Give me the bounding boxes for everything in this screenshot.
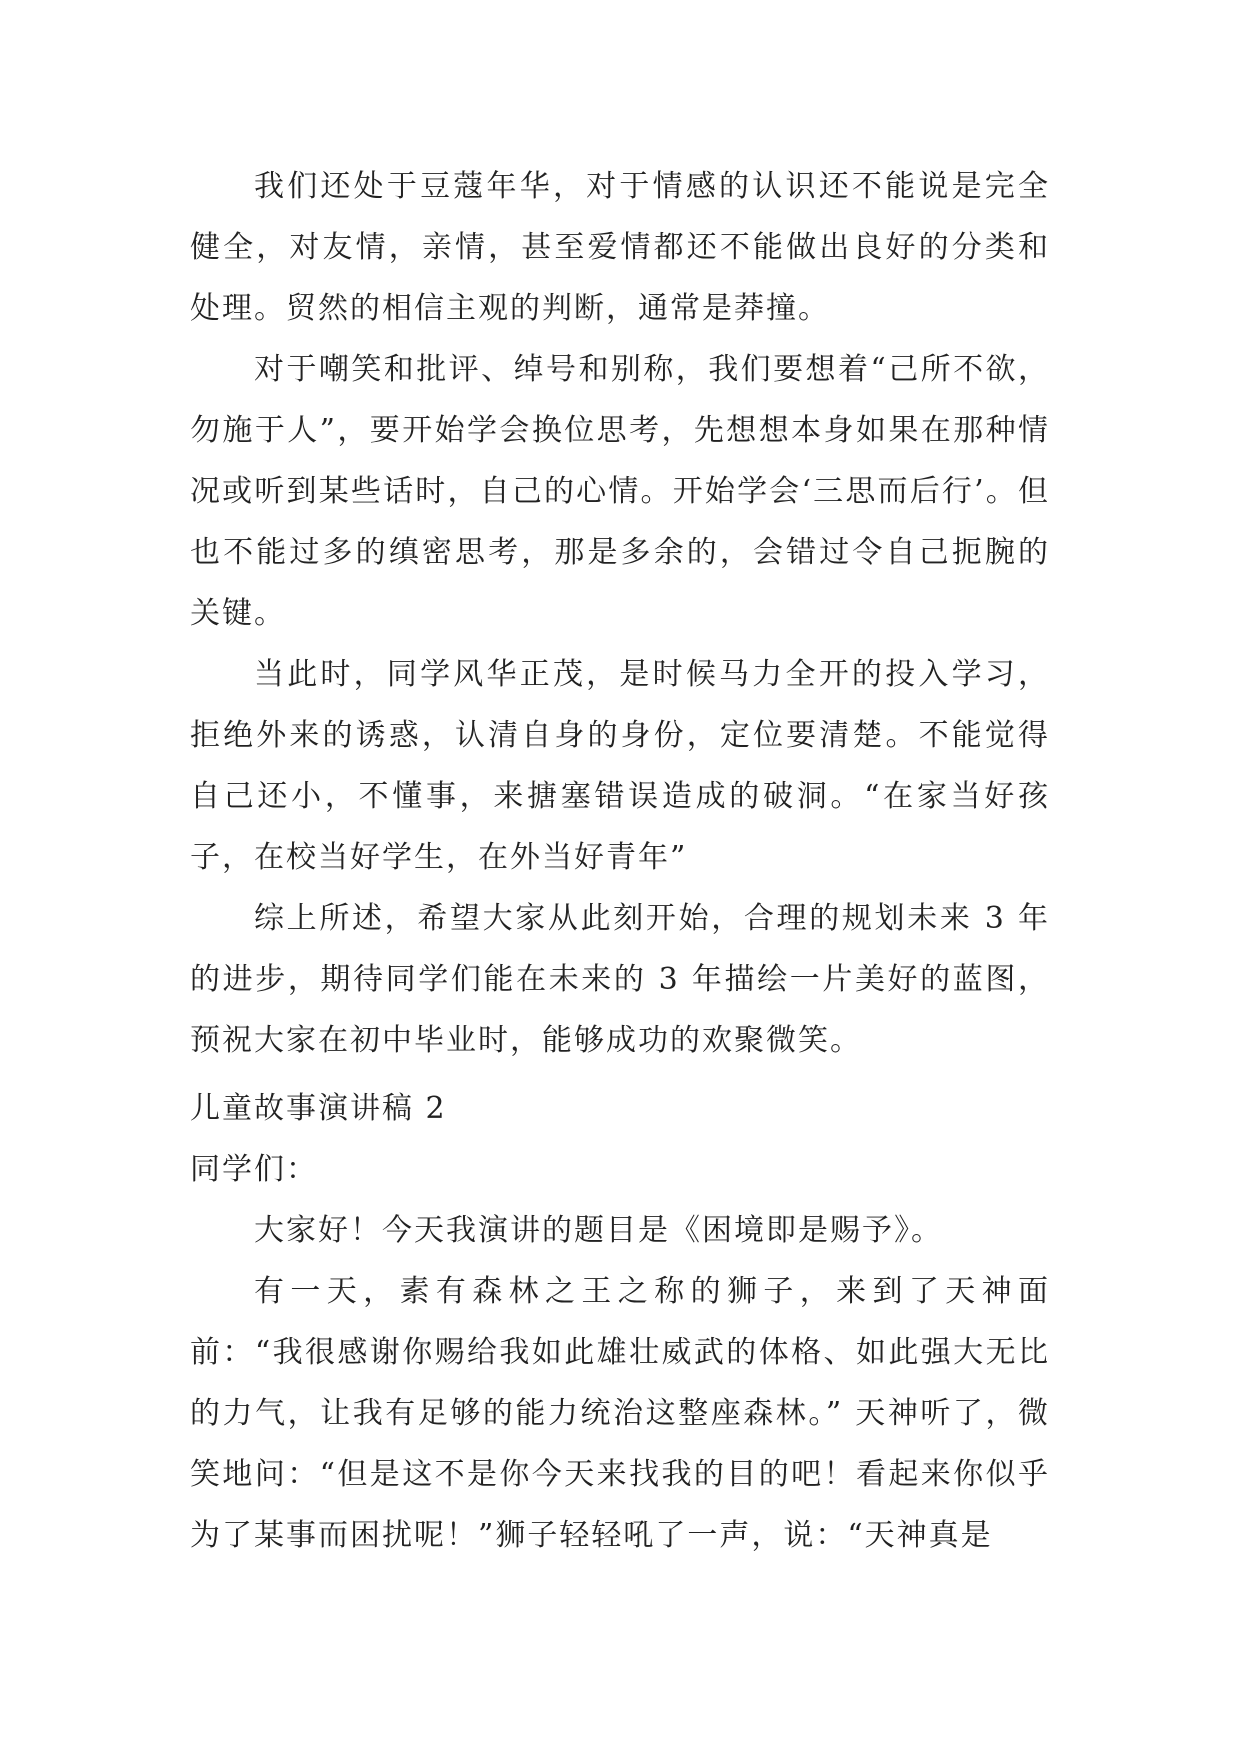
paragraph-1: 我们还处于豆蔻年华，对于情感的认识还不能说是完全健全，对友情，亲情，甚至爱情都还不能做出良好的分类和处理。贸然的相信主观的判断，通常是莽撞。 (190, 169, 1050, 326)
section-2-body (190, 1078, 1050, 1566)
paragraph-4: 综上所述，希望大家从此刻开始，合理的规划未来 3 年的进步，期待同学们能在未来的 3 年描绘一片美好的蓝图，预祝大家在初中毕业时，能够成功的欢聚微笑。 (190, 901, 1050, 1058)
salutation: 同学们： (190, 1152, 318, 1187)
paragraph-5: 大家好！今天我演讲的题目是《困境即是赐予》。 (254, 1213, 943, 1248)
paragraph-2: 对于嘲笑和批评、绰号和别称，我们要想着“己所不欲，勿施于人”，要开始学会换位思考，先想想本身如果在那种情况或听到某些话时，自己的心情。开始学会‘三思而后行’。但也不能过多的缜密思考，那是多余的，会错过令自己扼腕的关键。 (190, 352, 1050, 631)
section-1-body (190, 156, 1050, 1071)
paragraph-3: 当此时，同学风华正茂，是时候马力全开的投入学习，拒绝外来的诱惑，认清自身的身份，定位要清楚。不能觉得自己还小，不懂事，来搪塞错误造成的破洞。“在家当好孩子，在校当好学生，在外当好青年” (190, 657, 1050, 875)
paragraph-6: 有一天，素有森林之王之称的狮子，来到了天神面前：“我很感谢你赐给我如此雄壮威武的体格、如此强大无比的力气，让我有足够的能力统治这整座森林。” 天神听了，微笑地问：“但是这不是你今天来找我的目的吧！看起来你似乎为了某事而困扰呢！”狮子轻轻吼了一声，说：“天神真是 (190, 1274, 1050, 1553)
section-title: 儿童故事演讲稿 2 (190, 1091, 447, 1126)
